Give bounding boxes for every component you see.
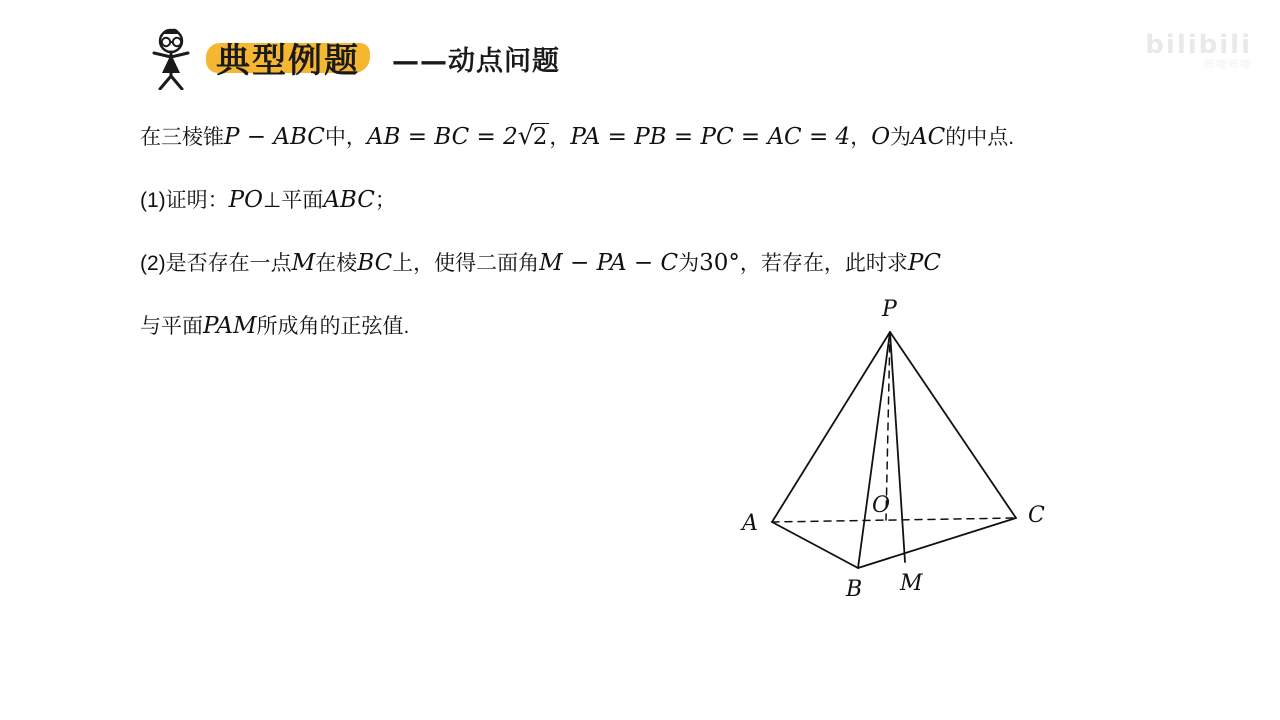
line1-math3: PA = PB = PC = AC = 4 — [570, 124, 851, 150]
line1-part3: ， — [549, 126, 571, 149]
line3-part1: (2)是否存在一点 — [140, 252, 292, 275]
line3-part5: ，若存在，此时求 — [739, 252, 908, 275]
line3-part3: 上，使得二面角 — [392, 252, 540, 275]
edge-AC-dashed — [772, 518, 1016, 522]
bilibili-watermark — [1145, 30, 1252, 72]
line3-math4: 30° — [699, 250, 740, 276]
watermark-text: bilibili — [1145, 30, 1252, 60]
watermark-subtext: 哔哩哔哩 — [1204, 58, 1252, 71]
sqrt-symbol: √2 — [517, 121, 548, 150]
line4-part2: 所成角的正弦值. — [256, 315, 410, 338]
vertex-label-O: O — [872, 493, 891, 518]
line3-math1: M — [291, 250, 316, 276]
line1-part4: ， — [850, 126, 872, 149]
line1-math1: P − ABC — [224, 124, 325, 150]
line1-part1: 在三棱锥 — [140, 126, 224, 149]
student-mascot-icon — [140, 26, 202, 90]
line1-math2: AB = BC = 2 — [366, 124, 518, 150]
line2-part2: ⊥平面 — [263, 189, 324, 212]
line3-math2: BC — [357, 250, 393, 276]
problem-line-2 — [140, 169, 1140, 232]
line3-part4: 为 — [678, 252, 700, 275]
line3-math3: M − PA − C — [539, 250, 679, 276]
line2-math2: ABC — [323, 187, 375, 213]
edge-PM — [890, 332, 905, 562]
line2-part1: (1)证明： — [140, 189, 229, 212]
line1-part6: 的中点. — [945, 126, 1015, 149]
vertex-label-M: M — [900, 571, 923, 596]
line1-math4: O — [871, 124, 891, 150]
vertex-label-P: P — [882, 297, 897, 322]
triangular-pyramid-diagram — [700, 290, 1100, 620]
line4-math1: PAM — [203, 313, 257, 339]
header — [140, 26, 560, 90]
vertex-label-A: A — [742, 511, 758, 536]
line2-math1: PO — [228, 187, 264, 213]
line3-part2: 在棱 — [315, 252, 358, 275]
page-title — [206, 31, 370, 86]
edge-PC — [890, 332, 1016, 518]
edge-PB — [858, 332, 890, 568]
line1-part5: 为 — [890, 126, 912, 149]
problem-line-3 — [140, 232, 1140, 295]
sqrt-radicand: 2 — [532, 124, 548, 150]
vertex-label-B: B — [846, 577, 863, 602]
line4-part1: 与平面 — [140, 315, 203, 338]
edge-AB — [772, 522, 858, 568]
line2-part3: ； — [374, 189, 396, 212]
line3-math5: PC — [907, 250, 941, 276]
line1-math5: AC — [911, 124, 946, 150]
subtitle-text: ——动点问题 — [392, 45, 560, 77]
edge-BC — [858, 518, 1016, 568]
vertex-label-C: C — [1028, 503, 1045, 528]
title-text: 典型例题 — [216, 40, 360, 81]
problem-line-1 — [140, 105, 1140, 169]
line1-part2: 中， — [324, 126, 367, 149]
